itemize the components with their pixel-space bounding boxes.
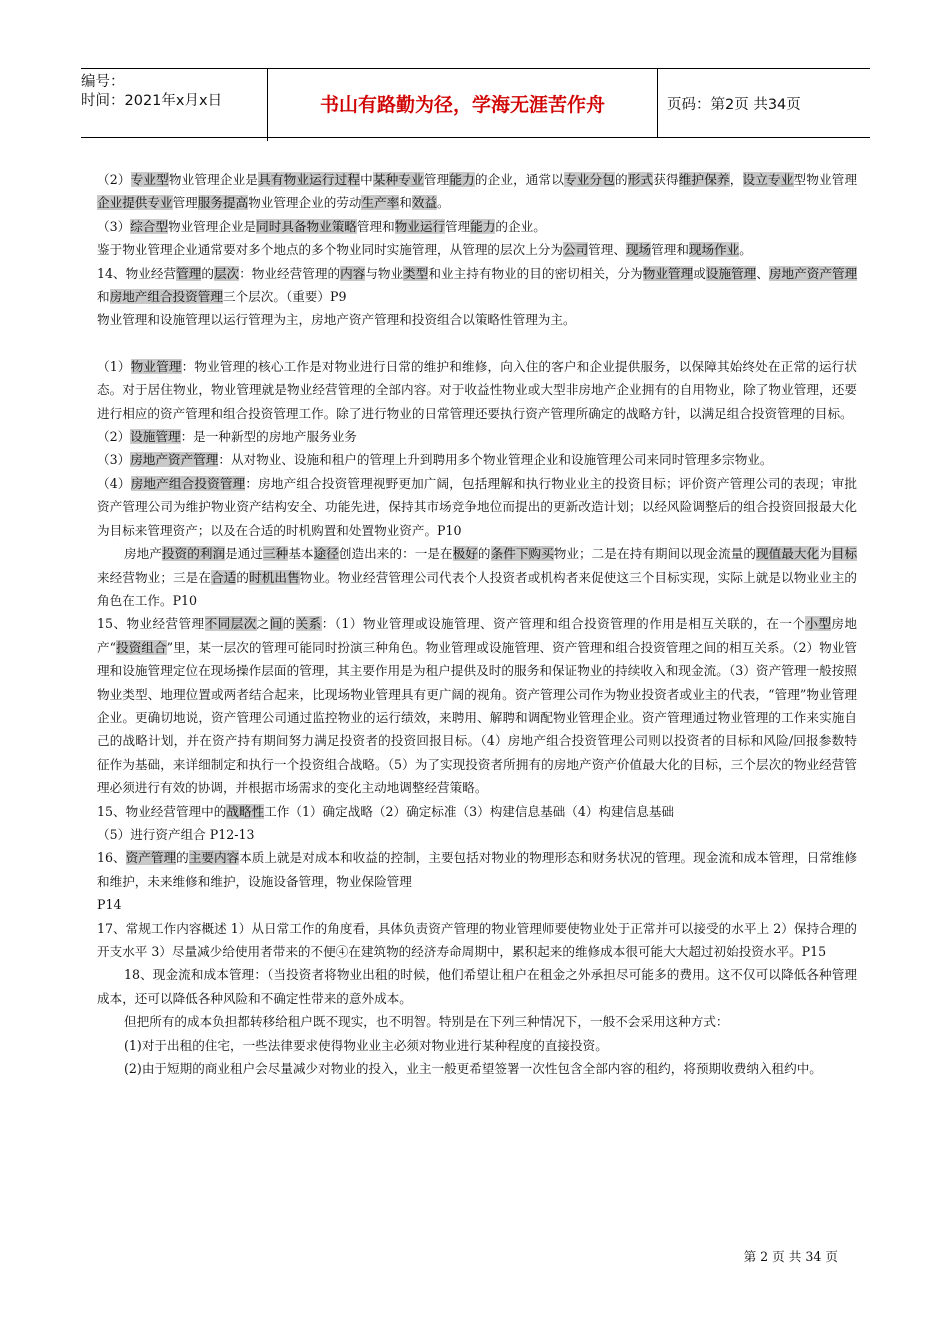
highlighted-text: 小型 [805, 616, 832, 632]
text-run: 之 [256, 616, 270, 632]
document-body [97, 168, 857, 1080]
text-run: 的企业，通常以 [474, 172, 565, 187]
highlighted-text: 投资组合 [116, 639, 167, 655]
highlighted-text: 具有物业运行过程 [258, 172, 361, 187]
text-run: ”里，某一层次的管理可能同时扮演三种角色。物业管理或设施管理、资产管理和组合投资管理之间的相互关系。（2）物业管理和设施管理定位在现场操作层面的管理，其主要作用是为租户提供及时的服务和保证物业的持续收入和现金流。（3）资产管理一般按照物业类型、地理位置或两者结合起来，比现场物业管理具有更广阔的视角。资产管理公司作为物业投资者或业主的代表，“管理”物业管理企业。更确切地说，资产管理公司通过监控物业的运行绩效，来聘用、解聘和调配物业管理企业。资产管理通过物业管理的工作来实施自己的战略计划，并在资产持有期间努力满足投资者的投资回报目标。（4）房地产组合投资管理公司则以投资者的目标和风险/回报参数特征作为基础，来详细制定和执行一个投资组合战略。（5）为了实现投资者所拥有的房地产资产价值最大化的目标，三个层次的物业经营管理必须进行有效的协调，并根据市场需求的变化主动地调整经营策略。 [97, 639, 857, 796]
highlighted-text: 房地产组合投资管理 [130, 475, 246, 491]
highlighted-text: 物业管理 [130, 358, 182, 374]
text-run: 是通过 [225, 546, 264, 562]
text-run: 房地产 [124, 546, 162, 562]
highlighted-text: 公司 [562, 242, 589, 258]
text-run: （2） [97, 429, 131, 445]
paragraph [97, 215, 857, 238]
highlighted-text: 形式 [627, 172, 654, 187]
highlighted-text: 某种专业 [372, 172, 424, 187]
text-run: 15、物业经营管理 [97, 616, 205, 632]
highlighted-text: 生产率 [361, 195, 400, 211]
text-run: 的 [236, 569, 250, 585]
highlighted-text: 战略性 [226, 803, 265, 819]
paragraph [97, 917, 857, 964]
text-run: ：物业管理的核心工作是对物业进行日常的维护和维修，向入住的客户和企业提供服务，以保障其始终处在正常的运行状态。对于居住物业，物业管理就是物业经营管理的全部内容。对于收益性物业或大型非房地产企业拥有的自用物业，除了物业管理，还要进行相应的资产管理和组合投资管理工作。除了进行物业的日常管理还要执行资产管理所确定的战略方针，以满足组合投资管理的目标。 [97, 358, 858, 421]
paragraph [97, 800, 857, 823]
text-run: 17、常规工作内容概述 1）从日常工作的角度看，具体负责资产管理的物业管理师要使物业处于正常并可以接受的水平上 2）保持合理的开支水平 3）尽量减少给使用者带来的不便④在建筑物的经济寿命周期中，累积起来的维修成本很可能大大超过初始投资水平。P15 [97, 920, 857, 959]
text-run: 。 [437, 195, 450, 211]
text-run: 14、物业经营 [97, 265, 177, 281]
text-run: 房地产“ [97, 616, 858, 655]
text-run: （1） [97, 358, 131, 374]
highlighted-text: 层次 [213, 265, 240, 281]
paragraph [97, 168, 857, 215]
text-run: 物业管理企业是 [167, 218, 257, 234]
highlighted-text: 三种 [263, 546, 289, 562]
highlighted-text: 资产管理 [125, 850, 177, 866]
text-run: （5）进行资产组合 P12-13 [97, 826, 255, 842]
text-run: 管理 [423, 172, 450, 187]
highlighted-text: 关系 [295, 616, 322, 632]
text-run: 的 [615, 172, 628, 187]
text-run: (1)对于出租的住宅，一些法律要求使得物业业主必须对物业进行某种程度的直接投资。 [124, 1037, 608, 1053]
highlighted-text: 物业管理 [642, 265, 694, 281]
text-run: （2） [97, 172, 131, 187]
text-run: ：从对物业、设施和租户的管理上升到聘用多个物业管理企业和设施管理公司来同时管理多宗物业。 [218, 452, 773, 468]
text-run: 型物业管理 [793, 172, 858, 187]
text-run: 和 [97, 289, 110, 305]
highlighted-text: 企业提供专业 [97, 195, 173, 211]
paragraph [97, 1034, 857, 1057]
text-run: 管理、 [588, 242, 626, 258]
highlighted-text: 专业分包 [564, 172, 616, 187]
highlighted-text: 极好 [452, 546, 478, 562]
document-time-label: 时间：2021年x月x日 [81, 93, 223, 109]
paragraph [97, 612, 857, 799]
header-motto: 书山有路勤为径，学海无涯苦作舟 [268, 69, 658, 137]
highlighted-text: 服务提高 [197, 195, 249, 211]
highlighted-text: 能力 [449, 172, 475, 187]
paragraph-gap [97, 332, 857, 355]
text-run: （3） [97, 452, 131, 468]
text-run: 。 [739, 242, 752, 258]
highlighted-text: 房地产资产管理 [130, 452, 219, 468]
text-run: ：房地产组合投资管理视野更加广阔，包括理解和执行物业业主的投资目标；评价资产管理公司的表现；审批资产管理公司为维护物业资产结构安全、功能先进，保持其市场竞争地位而提出的更新改造计划；以经风险调整后的组合投资回报最大化为目标来管理资产；以及在合适的时机购置和处置物业资产。P10 [97, 475, 858, 538]
text-run: 的 [282, 616, 296, 632]
paragraph [97, 448, 857, 471]
text-run: 的 [477, 546, 491, 562]
text-run: 物业管理和设施管理以运行管理为主，房地产资产管理和投资组合以策略性管理为主。 [97, 312, 576, 328]
text-run: 物业。物业经营管理公司代表个人投资者或机构者来促使这三个目标实现，实际上就是以物业业主的角色在工作。P10 [97, 569, 858, 608]
text-run: 但把所有的成本负担都转移给租户既不现实，也不明智。特别是在下列三种情况下，一般不会采用这种方式： [124, 1014, 729, 1030]
paragraph [97, 262, 857, 309]
paragraph [97, 963, 857, 1010]
text-run: 物业；二是在持有期间以现金流量的 [553, 546, 756, 562]
text-run: 18、现金流和成本管理：（当投资者将物业出租的时候，他们希望让租户在租金之外承担尽可能多的费用。这不仅可以降低各种管理成本，还可以降低各种风险和不确定性带来的意外成本。 [97, 967, 857, 1006]
highlighted-text: 间 [269, 616, 283, 632]
highlighted-text: 同时具备物业策略 [256, 218, 357, 234]
text-run: （4） [97, 475, 131, 491]
highlighted-text: 能力 [470, 218, 496, 234]
highlighted-text: 综合型 [130, 218, 168, 234]
text-run: 和业主持有物业的目的密切相关，分为 [428, 265, 643, 281]
text-run: 管理和 [356, 218, 395, 234]
highlighted-text: 途径 [313, 546, 339, 562]
highlighted-text: 房地产资产管理 [768, 265, 858, 281]
text-run: 为 [819, 546, 832, 562]
highlighted-text: 现值最大化 [756, 546, 820, 562]
highlighted-text: 主要内容 [188, 850, 240, 866]
text-run: 15、物业经营管理中的 [97, 803, 227, 819]
text-run: 管理 [445, 218, 471, 234]
highlighted-text: 现场 [625, 242, 652, 258]
text-run: 或 [693, 265, 706, 281]
highlighted-text: 房地产组合投资管理 [109, 289, 223, 305]
highlighted-text: 条件下购买 [490, 546, 554, 562]
text-run: 基本 [288, 546, 314, 562]
highlighted-text: 类型 [403, 265, 429, 281]
text-run: ：是一种新型的房地产服务业务 [180, 429, 357, 445]
text-run: 、 [756, 265, 769, 281]
highlighted-text: 设施管理 [130, 429, 181, 445]
text-run: ， [729, 172, 743, 187]
text-run: 获得 [653, 172, 679, 187]
highlighted-text: 设施管理 [705, 265, 757, 281]
text-run: ：（1）物业管理或设施管理、资产管理和组合投资管理的作用是相互关联的，在一个 [321, 616, 806, 632]
highlighted-text: 设立专业 [742, 172, 794, 187]
paragraph [97, 308, 857, 331]
text-run: 创造出来的：一是在 [338, 546, 453, 562]
highlighted-text: 效益 [411, 195, 438, 211]
text-run: P14 [97, 897, 122, 913]
highlighted-text: 内容 [340, 265, 366, 281]
paragraph [97, 355, 857, 425]
text-run: 的 [201, 265, 214, 281]
text-run: 管理和 [651, 242, 689, 258]
text-run: 来经营物业；三是在 [97, 569, 212, 585]
paragraph [97, 542, 857, 612]
text-run: 中 [360, 172, 373, 187]
highlighted-text: 目标 [831, 546, 858, 562]
text-run: 管理 [172, 195, 198, 211]
highlighted-text: 时机出售 [249, 569, 300, 585]
paragraph [97, 425, 857, 448]
highlighted-text: 物业运行 [394, 218, 446, 234]
paragraph [97, 823, 857, 846]
text-run: 的企业。 [495, 218, 546, 234]
highlighted-text: 投资的利润 [161, 546, 226, 562]
header-page-label: 页码：第2页 共34页 [667, 96, 801, 113]
highlighted-text: 维护保养 [678, 172, 730, 187]
paragraph [97, 1057, 857, 1080]
highlighted-text: 不同层次 [204, 616, 257, 632]
highlighted-text: 现场作业 [688, 242, 740, 258]
paragraph [97, 893, 857, 916]
document-number-label: 编号： [81, 74, 125, 90]
text-run: 与物业 [365, 265, 404, 281]
text-run: 本质上就是对成本和收益的控制，主要包括对物业的物理形态和财务状况的管理。现金流和成本管理，日常维修和维护，未来维修和维护，设施设备管理，物业保险管理 [97, 850, 858, 889]
page-footer: 第 2 页 共 34 页 [743, 1249, 838, 1264]
text-run: 和 [399, 195, 412, 211]
page-header [81, 68, 870, 138]
paragraph [97, 846, 857, 893]
highlighted-text: 管理 [176, 265, 202, 281]
text-run: (2)由于短期的商业租户会尽量减少对物业的投入，业主一般更希望签署一次性包含全部内容的租约，将预期收费纳入租约中。 [124, 1061, 822, 1077]
text-run: 16、 [97, 850, 126, 866]
paragraph [97, 238, 857, 261]
text-run: 三个层次。（重要）P9 [222, 289, 347, 305]
paragraph [97, 1010, 857, 1033]
highlighted-text: 专业型 [130, 172, 169, 187]
text-run: 鉴于物业管理企业通常要对多个地点的多个物业同时实施管理，从管理的层次上分为 [97, 242, 563, 258]
highlighted-text: 合适 [211, 569, 237, 585]
header-meta [81, 69, 268, 141]
text-run: （3） [97, 218, 131, 234]
text-run: 的 [176, 850, 189, 866]
text-run: 工作（1）确定战略（2）确定标准（3）构建信息基础（4）构建信息基础 [264, 803, 675, 819]
paragraph [97, 472, 857, 542]
text-run: 物业管理企业的劳动 [248, 195, 362, 211]
text-run: ：物业经营管理的 [239, 265, 341, 281]
text-run: 物业管理企业是 [168, 172, 259, 187]
